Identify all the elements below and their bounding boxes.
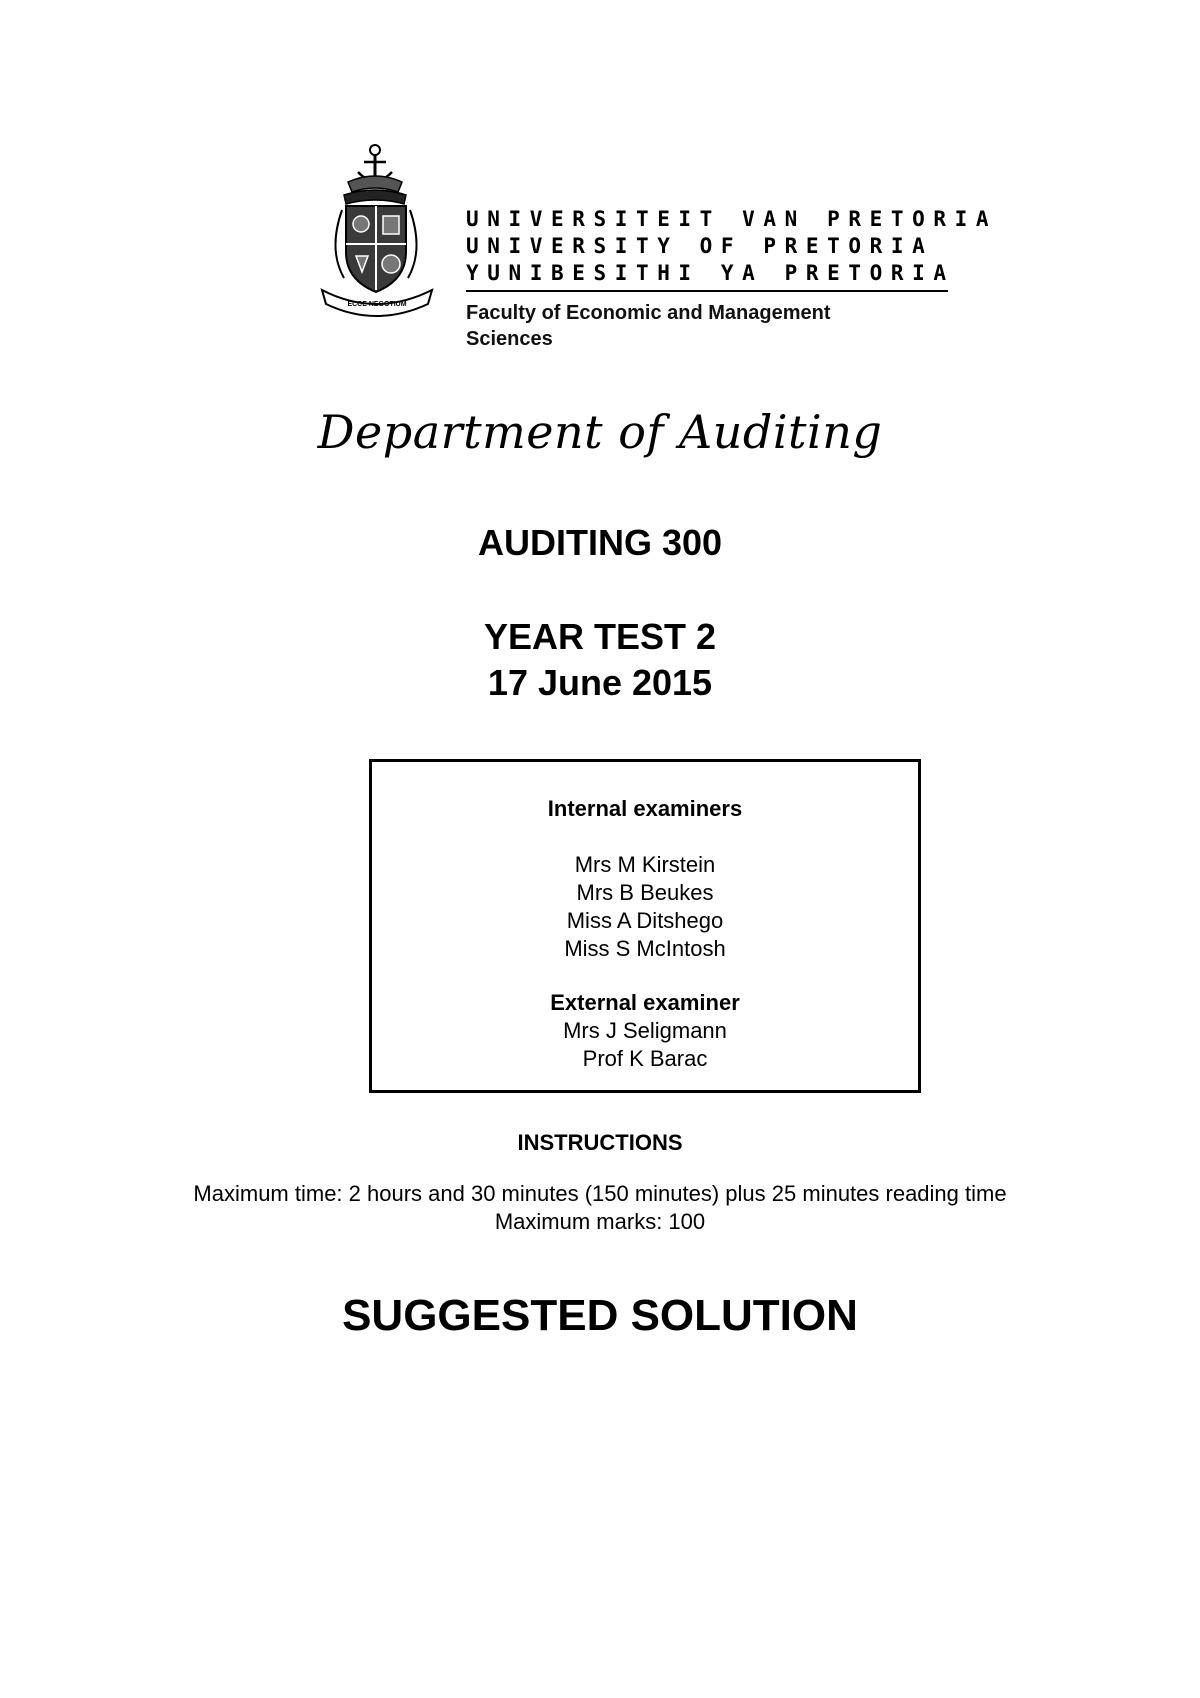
university-name-block	[466, 206, 998, 352]
faculty-name: Faculty of Economic and Management Sciences	[466, 302, 831, 350]
internal-examiner: Miss S McIntosh	[564, 936, 726, 961]
internal-examiners-list	[372, 851, 918, 963]
instructions-body	[180, 1180, 1020, 1236]
test-name: YEAR TEST 2	[483, 616, 717, 657]
department-title: Department of Auditing	[317, 405, 883, 459]
external-examiner: Prof K Barac	[582, 1046, 708, 1071]
external-examiners-list	[372, 1017, 918, 1073]
internal-examiners-heading: Internal examiners	[547, 796, 743, 821]
internal-examiner: Mrs M Kirstein	[574, 852, 716, 877]
university-name-english: UNIVERSITY OF PRETORIA	[466, 234, 934, 258]
university-name-sepedi: YUNIBESITHI YA PRETORIA	[466, 261, 955, 285]
max-time-text: Maximum time: 2 hours and 30 minutes (150 minutes) plus 25 minutes reading time	[193, 1181, 1007, 1206]
max-marks-text: Maximum marks: 100	[494, 1209, 706, 1234]
internal-examiner: Miss A Ditshego	[566, 908, 724, 933]
crest-motto: ECCE NEGOTIUM	[347, 301, 407, 308]
examiners-box	[369, 759, 921, 1093]
logo-divider	[466, 290, 948, 292]
course-title: AUDITING 300	[477, 522, 723, 563]
instructions-heading: INSTRUCTIONS	[517, 1130, 683, 1155]
university-crest-icon	[318, 140, 436, 318]
university-name-afrikaans: UNIVERSITEIT VAN PRETORIA	[466, 207, 998, 231]
internal-examiner: Mrs B Beukes	[576, 880, 714, 905]
test-date: 17 June 2015	[487, 662, 713, 703]
external-examiner: Mrs J Seligmann	[563, 1018, 727, 1043]
external-examiner-heading: External examiner	[550, 990, 740, 1015]
suggested-solution-title: SUGGESTED SOLUTION	[342, 1291, 858, 1340]
